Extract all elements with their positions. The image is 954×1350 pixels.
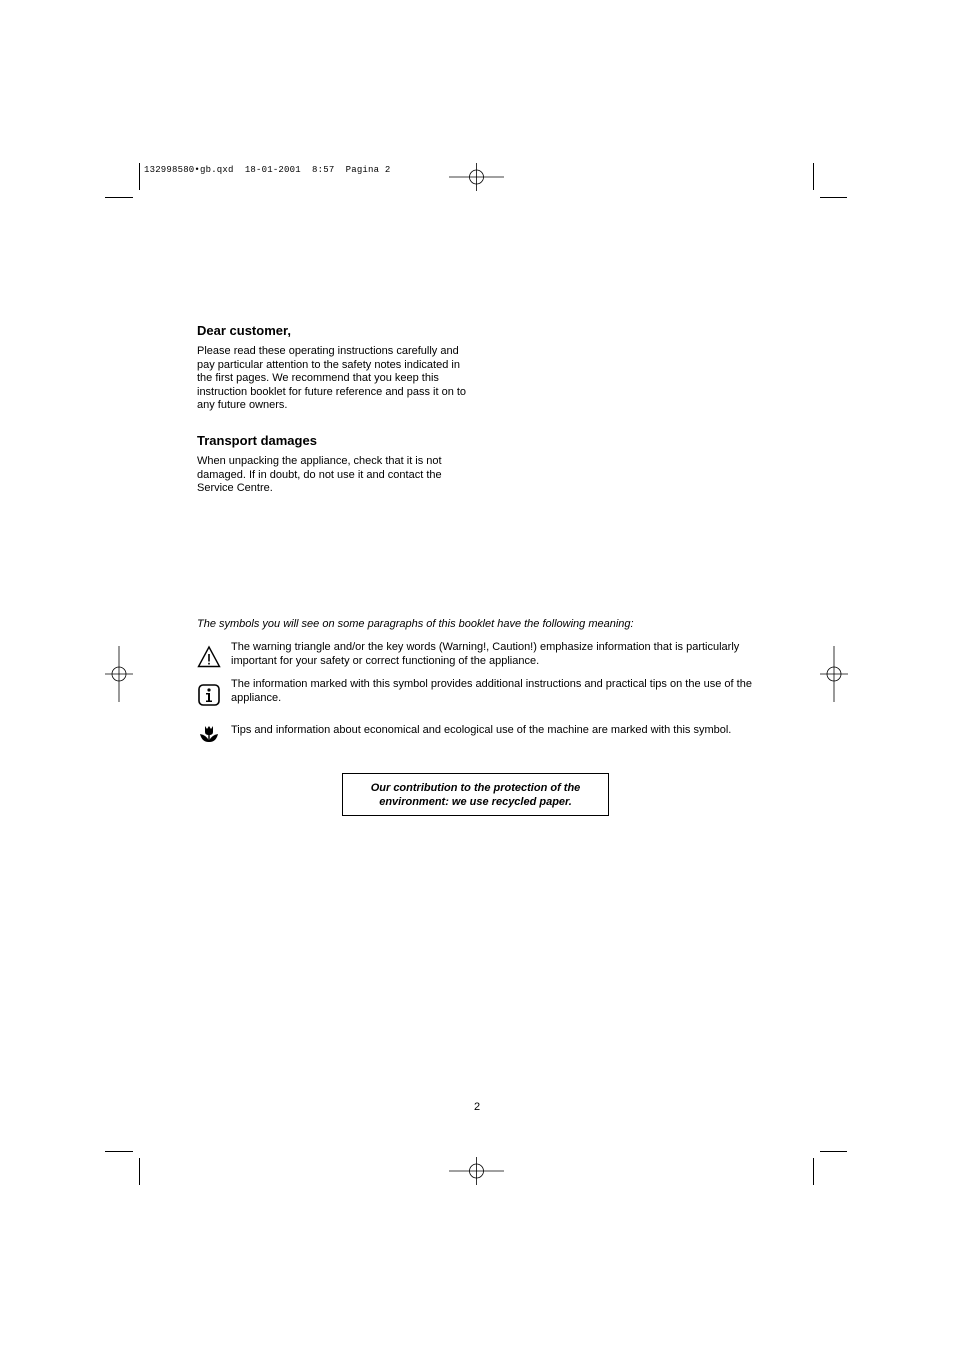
section-body: Please read these operating instructions carefully and pay particular attention to the safety notes indicated in the first pages. We recommend that you keep this instruction booklet for future reference and pass it on to any future owners. xyxy=(197,345,467,412)
symbol-text: The information marked with this symbol provides additional instructions and practical tips on the use of the appliance. xyxy=(231,678,752,704)
information-icon xyxy=(197,683,221,707)
section-heading: Transport damages xyxy=(197,433,317,448)
page-number: 2 xyxy=(473,1101,481,1113)
symbol-text: Tips and information about economical and ecological use of the machine are marked with this symbol. xyxy=(231,724,732,736)
dear-customer-section xyxy=(197,323,472,413)
section-heading: Dear customer, xyxy=(197,323,291,338)
section-body: When unpacking the appliance, check that it is not damaged. If in doubt, do not use it and contact the Service Centre. xyxy=(197,455,442,495)
warning-triangle-icon xyxy=(197,645,221,669)
symbol-row-eco xyxy=(197,724,767,748)
registration-marks xyxy=(105,163,848,1185)
print-slug: 132998580•gb.qxd 18-01-2001 8:57 Pagina 2 xyxy=(144,165,391,175)
symbols-intro: The symbols you will see on some paragraphs of this booklet have the following meaning: xyxy=(197,618,634,630)
symbol-row-warning xyxy=(197,641,767,671)
symbol-text: The warning triangle and/or the key words (Warning!, Caution!) emphasize information that is particularly important for your safety or correct functioning of the appliance. xyxy=(231,641,740,667)
eco-flower-icon xyxy=(197,722,221,746)
environment-note: Our contribution to the protection of the environment: we use recycled paper. xyxy=(370,781,581,808)
environment-note-box xyxy=(342,773,609,816)
transport-damages-section xyxy=(197,433,472,496)
symbol-row-information xyxy=(197,678,767,708)
